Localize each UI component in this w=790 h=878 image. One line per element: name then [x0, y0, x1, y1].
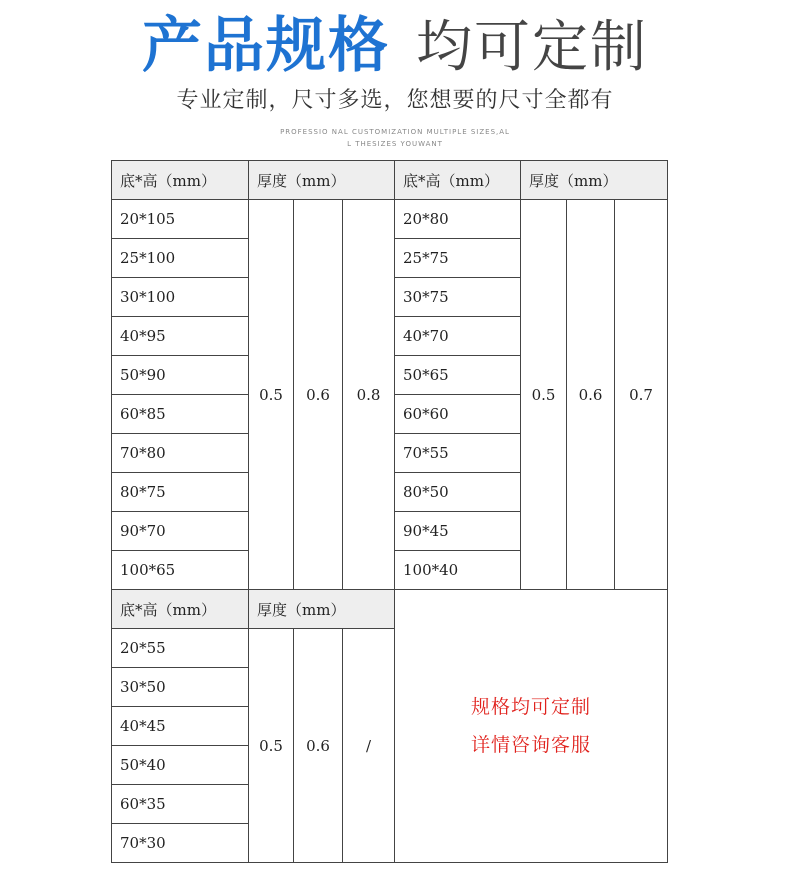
note-line-2: 详情咨询客服	[470, 734, 591, 756]
thickness-cell: 0.5	[249, 200, 294, 590]
size-cell: 80*50	[395, 473, 521, 512]
size-cell: 60*35	[112, 785, 249, 824]
tagline-line-2: L THESIZES YOUWANT	[347, 140, 443, 148]
size-header: 底*高（mm）	[112, 590, 249, 629]
thickness-header: 厚度（mm）	[249, 161, 395, 200]
size-cell: 80*75	[112, 473, 249, 512]
thickness-cell: 0.5	[249, 629, 294, 863]
thickness-header: 厚度（mm）	[521, 161, 668, 200]
tagline	[270, 126, 520, 150]
note-line-1: 规格均可定制	[470, 696, 591, 718]
size-cell: 100*65	[112, 551, 249, 590]
size-cell: 70*55	[395, 434, 521, 473]
size-cell: 40*45	[112, 707, 249, 746]
size-header: 底*高（mm）	[112, 161, 249, 200]
size-cell: 30*100	[112, 278, 249, 317]
thickness-cell: /	[343, 629, 395, 863]
page-title	[0, 10, 790, 82]
thickness-header: 厚度（mm）	[249, 590, 395, 629]
size-cell: 25*75	[395, 239, 521, 278]
spec-table	[111, 160, 668, 863]
size-cell: 40*95	[112, 317, 249, 356]
thickness-cell: 0.7	[615, 200, 668, 590]
thickness-cell: 0.6	[294, 200, 343, 590]
subtitle: 专业定制，尺寸多选，您想要的尺寸全都有	[176, 88, 614, 113]
size-cell: 30*75	[395, 278, 521, 317]
size-cell: 30*50	[112, 668, 249, 707]
size-cell: 20*105	[112, 200, 249, 239]
size-cell: 60*85	[112, 395, 249, 434]
size-cell: 50*40	[112, 746, 249, 785]
size-cell: 70*30	[112, 824, 249, 863]
size-cell: 40*70	[395, 317, 521, 356]
size-cell: 60*60	[395, 395, 521, 434]
size-cell: 50*90	[112, 356, 249, 395]
size-cell: 100*40	[395, 551, 521, 590]
size-cell: 20*55	[112, 629, 249, 668]
tagline-line-1: PROFESSIO NAL CUSTOMIZATION MULTIPLE SIZES,AL	[280, 128, 510, 136]
size-cell: 25*100	[112, 239, 249, 278]
table-row	[112, 200, 668, 239]
title-main: 产品规格	[142, 11, 390, 81]
size-cell: 90*45	[395, 512, 521, 551]
size-cell: 50*65	[395, 356, 521, 395]
custom-note	[395, 590, 668, 863]
size-cell: 20*80	[395, 200, 521, 239]
thickness-cell: 0.8	[343, 200, 395, 590]
thickness-cell: 0.6	[567, 200, 615, 590]
thickness-cell: 0.6	[294, 629, 343, 863]
header-row	[112, 590, 668, 629]
size-header: 底*高（mm）	[395, 161, 521, 200]
size-cell: 90*70	[112, 512, 249, 551]
size-cell: 70*80	[112, 434, 249, 473]
thickness-cell: 0.5	[521, 200, 567, 590]
title-sub: 均可定制	[416, 15, 648, 80]
header-row	[112, 161, 668, 200]
